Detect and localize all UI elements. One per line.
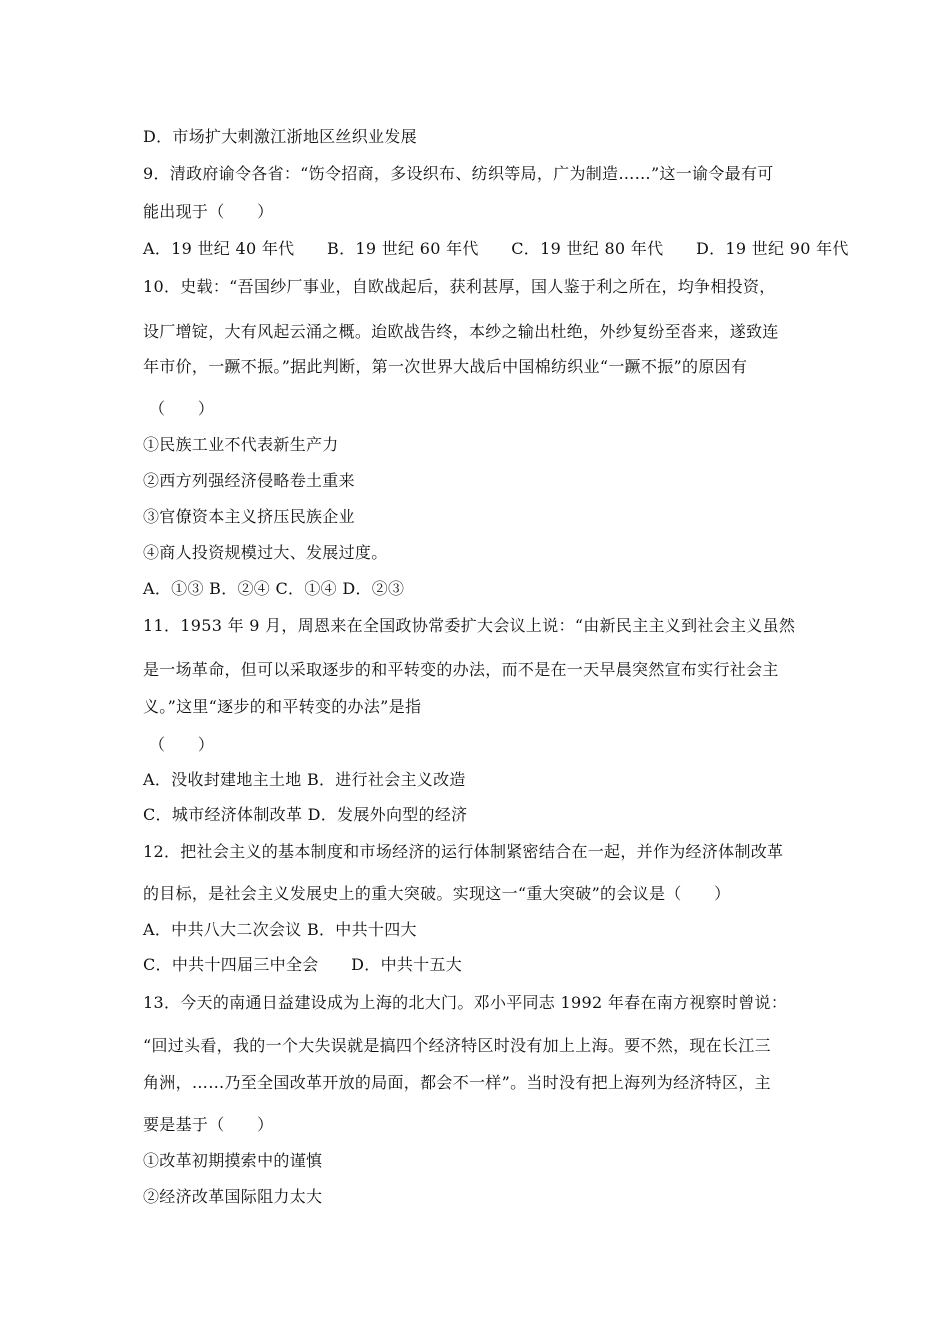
question-11-text-cont-1: 是一场革命，但可以采取逐步的和平转变的办法，而不是在一天早晨突然宣布实行社会主 [143,660,779,679]
question-11-text: 11．1953 年 9 月，周恩来在全国政协常委扩大会议上说：“由新民主主义到社会主义虽然 [143,616,796,635]
question-10-blank: （ ） [149,399,215,418]
question-10-item-1: ①民族工业不代表新生产力 [143,435,339,454]
question-10-text-cont-1: 设厂增锭，大有风起云涌之概。迨欧战告终，本纱之输出杜绝，外纱复纷至沓来，遂致连 [143,322,779,341]
question-13-text: 13．今天的南通日益建设成为上海的北大门。邓小平同志 1992 年春在南方视察时曾说： [143,993,788,1012]
question-11-text-cont-2: 义。”这里“逐步的和平转变的办法”是指 [143,697,422,716]
question-10-options: A．①③ B．②④ C．①④ D．②③ [143,579,405,598]
option-d-line: D．市场扩大刺激江浙地区丝织业发展 [143,127,417,146]
question-9-options: A．19 世纪 40 年代 B．19 世纪 60 年代 C．19 世纪 80 年代 D．19 世纪 90 年代 [143,239,849,258]
question-13-text-cont-2: 角洲，……乃至全国改革开放的局面，都会不一样”。当时没有把上海列为经济特区，主 [143,1073,771,1092]
question-10-item-3: ③官僚资本主义挤压民族企业 [143,507,355,526]
question-10-text-cont-2: 年市价，一蹶不振。”据此判断，第一次世界大战后中国棉纺织业“一蹶不振”的原因有 [143,357,748,376]
question-9-text: 9．清政府谕令各省：“饬令招商，多设织布、纺织等局，广为制造……”这一谕令最有可 [143,164,774,183]
question-12-options-ab: A．中共八大二次会议 B．中共十四大 [143,920,417,939]
question-10-item-4: ④商人投资规模过大、发展过度。 [143,543,388,562]
question-9-text-cont: 能出现于（ ） [143,202,274,221]
question-13-text-cont-1: “回过头看，我的一个大失误就是搞四个经济特区时没有加上上海。要不然，现在长江三 [143,1036,771,1055]
question-12-text-cont: 的目标，是社会主义发展史上的重大突破。实现这一“重大突破”的会议是（ ） [143,884,731,903]
question-13-item-1: ①改革初期摸索中的谨慎 [143,1151,323,1170]
question-10-item-2: ②西方列强经济侵略卷土重来 [143,471,355,490]
question-12-text: 12．把社会主义的基本制度和市场经济的运行体制紧密结合在一起，并作为经济体制改革 [143,842,784,861]
question-11-options-ab: A．没收封建地主土地 B．进行社会主义改造 [143,770,466,789]
question-13-text-cont-3: 要是基于（ ） [143,1115,274,1134]
question-13-item-2: ②经济改革国际阻力太大 [143,1187,323,1206]
question-12-options-cd: C．中共十四届三中全会 D．中共十五大 [143,955,463,974]
question-11-blank: （ ） [149,735,215,754]
question-10-text: 10．史载：“吾国纱厂事业，自欧战起后，获利甚厚，国人鉴于利之所在，均争相投资， [143,277,776,296]
question-11-options-cd: C．城市经济体制改革 D．发展外向型的经济 [143,805,468,824]
